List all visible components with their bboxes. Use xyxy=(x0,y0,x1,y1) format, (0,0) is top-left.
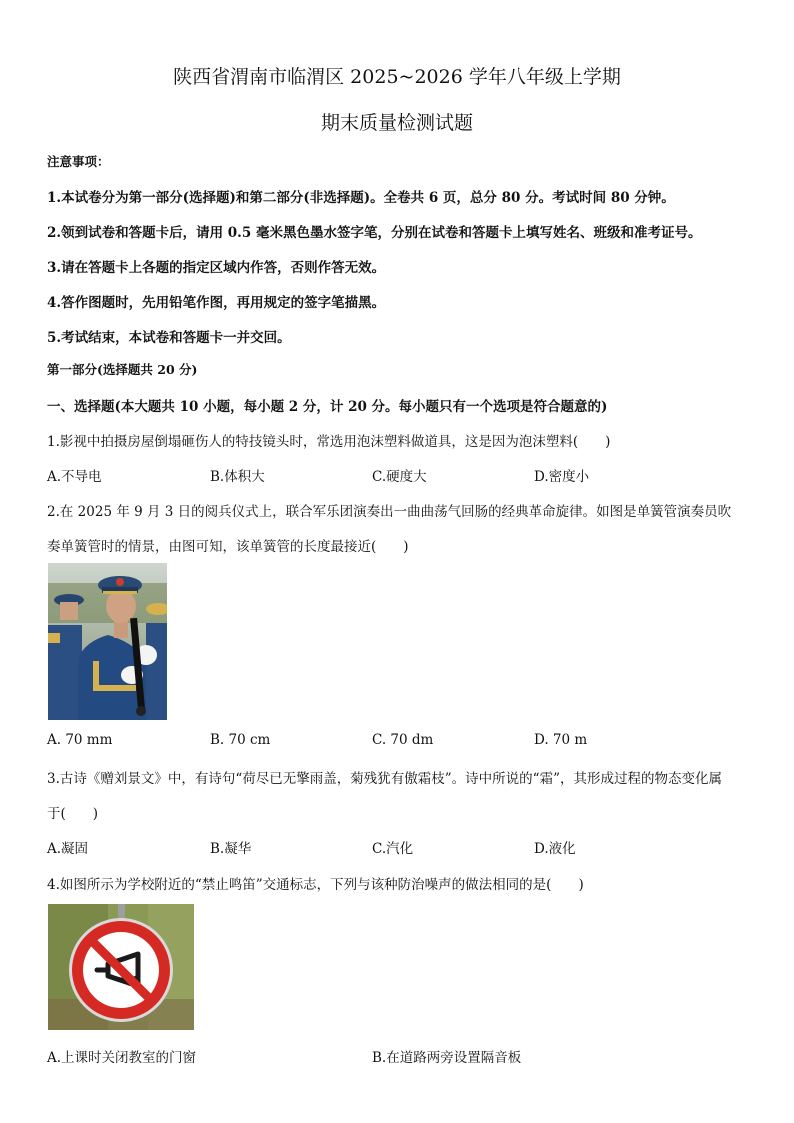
notice-heading: 注意事项： xyxy=(47,154,110,169)
q3-option-d[interactable]: D.液化 xyxy=(534,841,576,857)
q1-option-d[interactable]: D.密度小 xyxy=(534,469,590,485)
question-2-stem-line1: 2.在 2025 年 9 月 3 日的阅兵仪式上，联合军乐团演奏出一曲曲荡气回肠的经典革命旋律。如图是单簧管演奏员吹 xyxy=(47,504,732,520)
q3-option-b[interactable]: B.凝华 xyxy=(210,841,252,857)
q4-option-a[interactable]: A.上课时关闭教室的门窗 xyxy=(47,1050,197,1066)
no-honking-sign-photo xyxy=(48,904,194,1030)
q3-option-a[interactable]: A.凝固 xyxy=(47,841,89,857)
question-3-stem-line1: 3.古诗《赠刘景文》中，有诗句“荷尽已无擎雨盖，菊残犹有傲霜枝”。诗中所说的“霜”，其形成过程的物态变化属 xyxy=(47,771,722,787)
section-heading: 一、选择题(本大题共 10 小题，每小题 2 分，计 20 分。每小题只有一个选项是符合题意的) xyxy=(47,399,608,415)
question-3-stem-line2: 于( ) xyxy=(47,806,99,822)
q1-option-c[interactable]: C.硬度大 xyxy=(372,469,427,485)
exam-title-line2: 期末质量检测试题 xyxy=(320,112,473,134)
q2-option-b[interactable]: B. 70 cm xyxy=(210,732,271,748)
q2-option-d[interactable]: D. 70 m xyxy=(534,732,588,748)
notice-item-5: 5.考试结束，本试卷和答题卡一并交回。 xyxy=(47,330,291,346)
clarinet-player-photo xyxy=(48,563,167,720)
question-4-stem: 4.如图所示为学校附近的“禁止鸣笛”交通标志，下列与该种防治噪声的做法相同的是( ) xyxy=(47,877,584,893)
exam-title-line1: 陕西省渭南市临渭区 2025~2026 学年八年级上学期 xyxy=(173,66,621,88)
notice-item-2: 2.领到试卷和答题卡后，请用 0.5 毫米黑色墨水签字笔，分别在试卷和答题卡上填写姓名、班级和准考证号。 xyxy=(47,225,702,241)
q1-option-a[interactable]: A.不导电 xyxy=(47,469,102,485)
notice-item-4: 4.答作图题时，先用铅笔作图，再用规定的签字笔描黑。 xyxy=(47,295,386,311)
q2-option-c[interactable]: C. 70 dm xyxy=(372,732,434,748)
question-1-stem: 1.影视中拍摄房屋倒塌砸伤人的特技镜头时，常选用泡沫塑料做道具，这是因为泡沫塑料( ) xyxy=(47,434,611,450)
notice-item-1: 1.本试卷分为第一部分(选择题)和第二部分(非选择题)。全卷共 6 页，总分 80 分。考试时间 80 分钟。 xyxy=(47,190,675,206)
part1-heading: 第一部分(选择题共 20 分) xyxy=(47,362,198,377)
q4-option-b[interactable]: B.在道路两旁设置隔音板 xyxy=(372,1050,522,1066)
q1-option-b[interactable]: B.体积大 xyxy=(210,469,265,485)
q3-option-c[interactable]: C.汽化 xyxy=(372,841,414,857)
question-2-stem-line2: 奏单簧管时的情景，由图可知，该单簧管的长度最接近( ) xyxy=(47,539,409,555)
notice-item-3: 3.请在答题卡上各题的指定区域内作答，否则作答无效。 xyxy=(47,260,386,276)
q2-option-a[interactable]: A. 70 mm xyxy=(47,732,113,748)
